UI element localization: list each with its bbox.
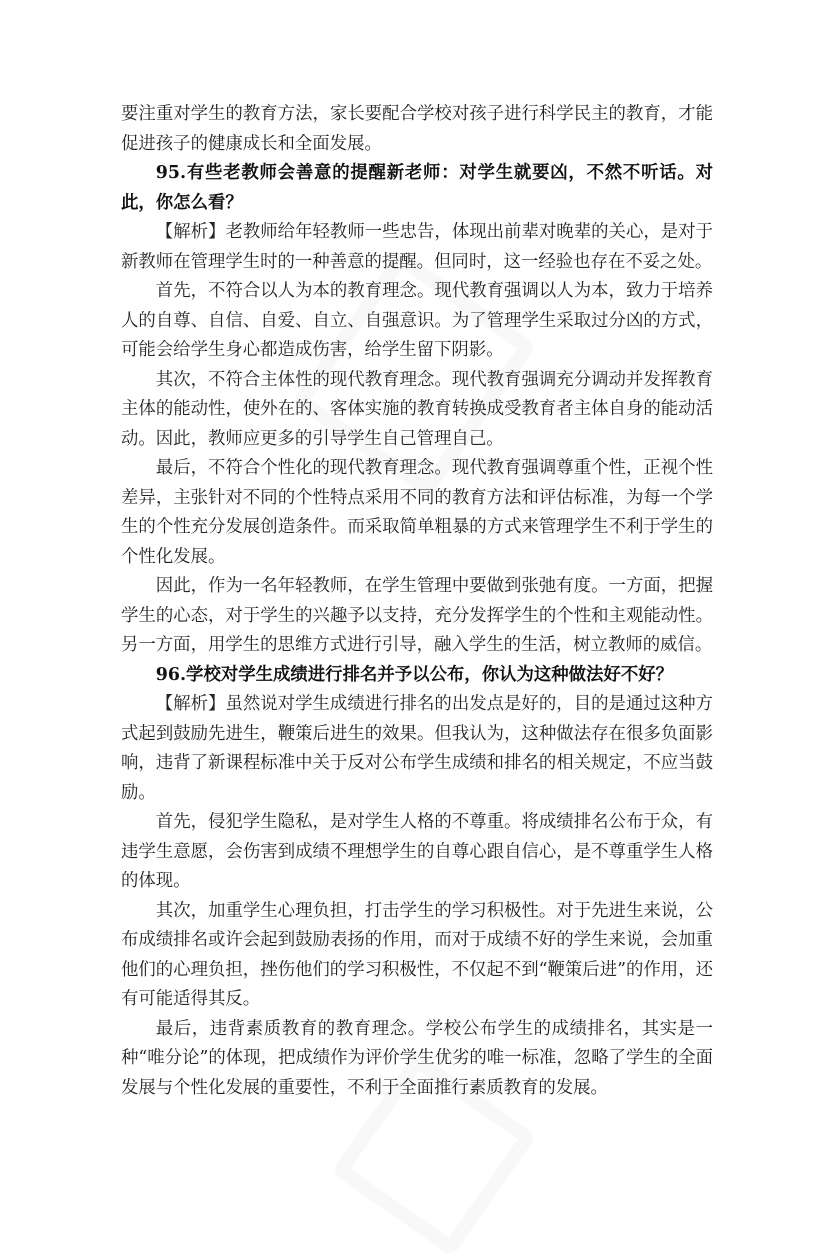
answer-paragraph: 【解析】虽然说对学生成绩进行排名的出发点是好的，目的是通过这种方式起到鼓励先进生，鞭策后进生的效果。但我认为，这种做法存在很多负面影响，违背了新课程标准中关于反对公布学生成绩和排名的相关规定，不应当鼓励。 <box>121 694 713 803</box>
answer-paragraph: 因此，作为一名年轻教师，在学生管理中要做到张弛有度。一方面，把握学生的心态，对于学生的兴趣予以支持，充分发挥学生的个性和主观能动性。另一方面，用学生的思维方式进行引导，融入学生的生活，树立教师的威信。 <box>121 576 713 655</box>
answer-paragraph: 最后，不符合个性化的现代教育理念。现代教育强调尊重个性，正视个性差异，主张针对不同的个性特点采用不同的教育方法和评估标准，为每一个学生的个性充分发展创造条件。而采取简单粗暴的方式来管理学生不利于学生的个性化发展。 <box>121 458 713 567</box>
answer-paragraph: 其次，不符合主体性的现代教育理念。现代教育强调充分调动并发挥教育主体的能动性，使外在的、客体实施的教育转换成受教育者主体自身的能动活动。因此，教师应更多的引导学生自己管理自己。 <box>121 369 713 449</box>
answer-paragraph: 最后，违背素质教育的教育理念。学校公布学生的成绩排名，其实是一种“唯分论”的体现，把成绩作为评价学生优劣的唯一标准，忽略了学生的全面发展与个性化发展的重要性，不利于全面推行素质教育的发展。 <box>121 1018 713 1098</box>
answer-paragraph: 【解析】老教师给年轻教师一些忠告，体现出前辈对晚辈的关心，是对于新教师在管理学生时的一种善意的提醒。但同时，这一经验也存在不妥之处。 <box>121 222 713 272</box>
answer-paragraph: 其次，加重学生心理负担，打击学生的学习积极性。对于先进生来说，公布成绩排名或许会起到鼓励表扬的作用，而对于成绩不好的学生来说，会加重他们的心理负担，挫伤他们的学习积极性，不仅起不到“鞭策后进”的作用，还有可能适得其反。 <box>121 900 713 1009</box>
answer-paragraph: 首先，侵犯学生隐私，是对学生人格的不尊重。将成绩排名公布于众，有违学生意愿，会伤害到成绩不理想学生的自尊心跟自信心，是不尊重学生人格的体现。 <box>121 812 713 891</box>
question-96-heading: 96.学校对学生成绩进行排名并予以公布，你认为这种做法好不好？ <box>155 664 673 685</box>
document-page <box>121 100 713 1103</box>
answer-paragraph: 首先，不符合以人为本的教育理念。现代教育强调以人为本，致力于培养人的自尊、自信、自爱、自立、自强意识。为了管理学生采取过分凶的方式，可能会给学生身心都造成伤害，给学生留下阴影。 <box>121 281 713 360</box>
question-95-heading: 95.有些老教师会善意的提醒新老师：对学生就要凶，不然不听话。对此，你怎么看？ <box>121 163 713 213</box>
paragraph-continuation: 要注重对学生的教育方法，家长要配合学校对孩子进行科学民主的教育，才能促进孩子的健康成长和全面发展。 <box>121 104 713 154</box>
